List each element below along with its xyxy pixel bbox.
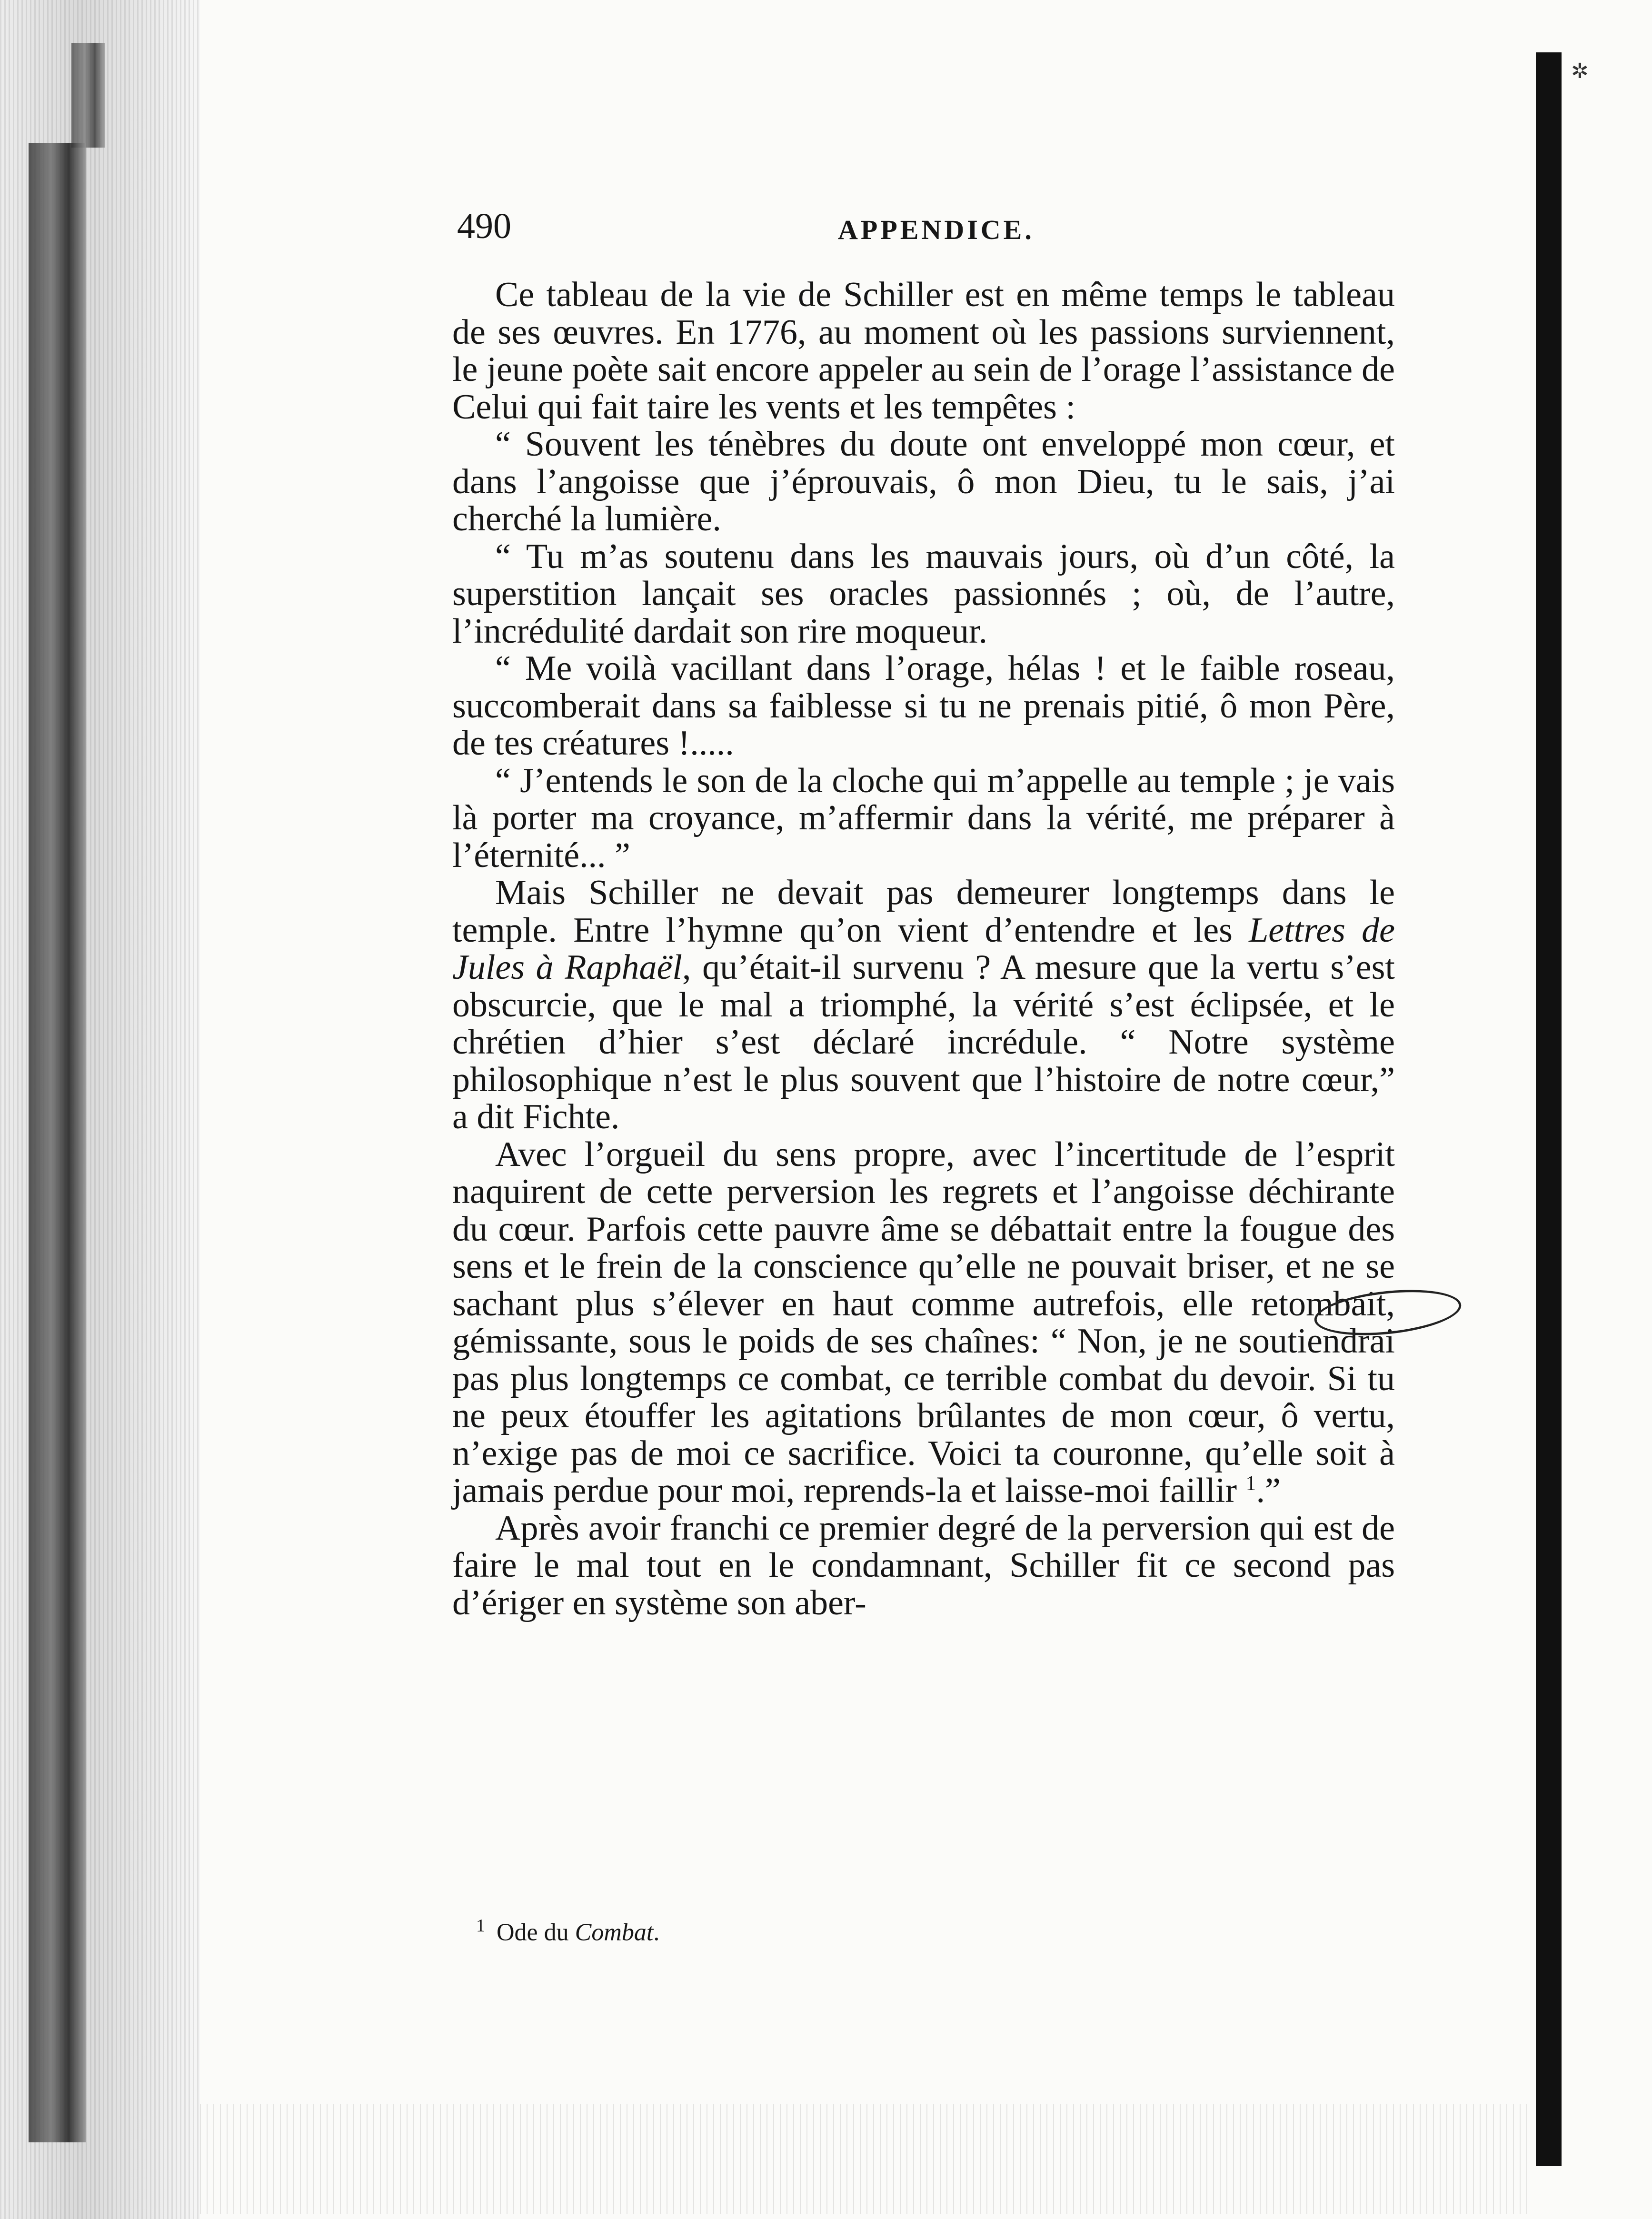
paragraph-5: “ J’entends le son de la cloche qui m’appelle au temple ; je vais là porter ma croyance, m’affermir dans la vérité, me préparer à l’éternité... ” [452,761,1395,875]
footnote-italic: Combat [575,1919,654,1946]
right-edge-scan-bar [1536,52,1562,2166]
footnote-text: Ode du [497,1919,575,1946]
page-header [457,200,1409,252]
paragraph-7-text: Avec l’orgueil du sens propre, avec l’incertitude de l’esprit naquirent de cette perversion les regrets et l’angoisse déchirante du cœur. Parfois cette pauvre âme se débattait entre la fougue des sens et le frein de la conscience qu’elle ne pouvait briser, et ne se sachant plus s’élever en haut comme autrefois, elle retombait, gémissante, sous le poids de ses chaînes: “ Non, je ne soutiendrai pas plus longtemps ce combat, ce terrible combat du devoir. Si tu ne peux étouffer les agitations brûlantes de mon cœur, ô vertu, n’exige pas de moi ce sacrifice. Voici ta couronne, qu’elle soit à jamais perdue pour moi, reprends-la et laisse-moi faillir [452,1134,1395,1510]
footnote-reference: 1 [1245,1471,1256,1495]
paragraph-4: “ Me voilà vacillant dans l’orage, hélas ! et le faible roseau, succomberait dans sa faiblesse si tu ne prenais pitié, ô mon Père, de tes créatures !..... [452,649,1395,763]
paragraph-6-end: , qu’était-il survenu ? A mesure que la vertu s’est obscurcie, que le mal a triomphé, la vérité s’est éclipsée, et le chrétien d’hier s’est déclaré incrédule. “ Notre système philosophique n’est le plus souvent que l’histoire de notre cœur,” a dit Fichte. [452,948,1395,1136]
paragraph-3: “ Tu m’as soutenu dans les mauvais jours, où d’un côté, la superstition lançait ses oracles passionnés ; où, de l’autre, l’incrédulité dardait son rire moqueur. [452,537,1395,651]
book-spine-shadow-upper [71,43,105,148]
paragraph-7-end: .” [1256,1471,1281,1510]
footnote-end: . [653,1919,660,1946]
paragraph-6 [452,874,1395,1136]
book-spine-shadow [29,143,86,2142]
bottom-scan-noise [200,2104,1533,2214]
running-head: APPENDICE. [838,214,1035,245]
paragraph-1: Ce tableau de la vie de Schiller est en même temps le tableau de ses œuvres. En 1776, au moment où les passions surviennent, le jeune poète sait encore appeler au sein de l’orage l’assistance de Celui qui fait taire les vents et les tempêtes : [452,275,1395,427]
body-text [452,276,1395,1622]
footnote-number: 1 [476,1916,485,1936]
page-number: 490 [457,206,511,246]
paragraph-2: “ Souvent les ténèbres du doute ont enveloppé mon cœur, et dans l’angoisse que j’éprouvais, ô mon Dieu, tu le sais, j’ai cherché la lumière. [452,425,1395,538]
corner-stain-icon: ✲ [1571,60,1589,83]
italic-title: Lettres de Jules à Raphaël [452,910,1395,987]
paragraph-7 [452,1136,1395,1510]
footnote [476,1909,1333,1949]
paragraph-6-start: Mais Schiller ne devait pas demeurer longtemps dans le temple. Entre l’hymne qu’on vient d’entendre et les [452,873,1395,950]
paragraph-8: Après avoir franchi ce premier degré de la perversion qui est de faire le mal tout en le condamnant, Schiller fit ce second pas d’ériger en système son aber- [452,1508,1395,1622]
